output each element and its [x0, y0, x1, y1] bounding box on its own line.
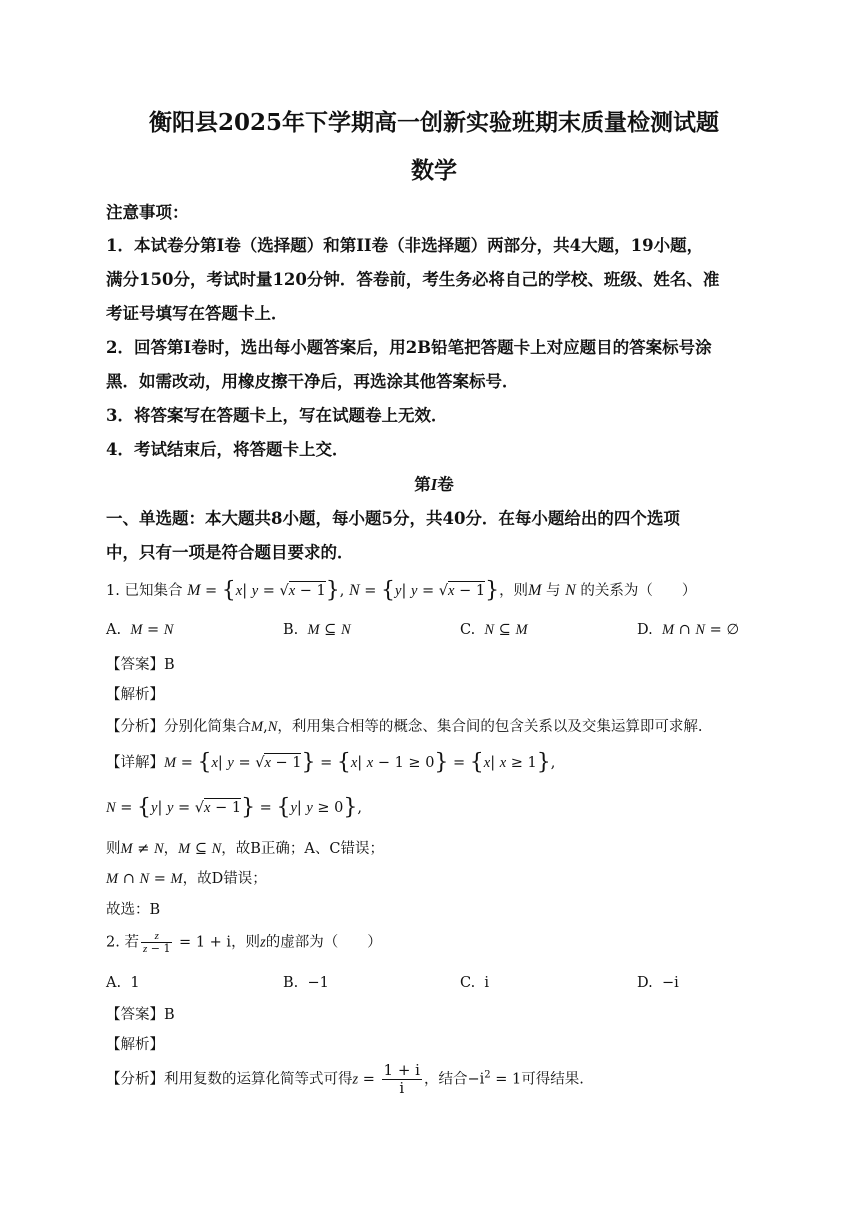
- q2-analysis-summary: 【分析】利用复数的运算化简等式可得z = $\frac{1 + i}{i}$ ，结合$-i^2 = 1$可得结果.: [106, 1061, 584, 1097]
- notes-item-2-line-1: 2．回答第I卷时，选出每小题答案后，用2B铅笔把答题卡上对应题目的答案标号涂: [106, 338, 712, 357]
- question-2-stem: 2. 若 $\frac{z}{z - 1}$ = 1 + i，则z的虚部为（ ）: [106, 930, 382, 955]
- q1-analysis-summary: 【分析】分别化简集合M,N，利用集合相等的概念、集合间的包含关系以及交集运算即可求解.: [106, 719, 703, 735]
- q2-option-b: B. −1: [283, 975, 329, 991]
- q1-answer: 【答案】B: [106, 657, 175, 673]
- notes-item-4: 4．考试结束后，将答题卡上交．: [106, 440, 349, 459]
- q1-option-c: C. N ⊆ M: [460, 622, 528, 638]
- section-instruction-line-2: 中，只有一项是符合题目要求的．: [106, 543, 354, 562]
- q1-detail-line-1: 【详解】M = {x| y = √x − 1} = {x| x − 1 ≥ 0} = {x| x ≥ 1},: [106, 750, 556, 775]
- subject-title: 数学: [411, 157, 457, 184]
- q1-detail-line-2: N = {y| y = √x − 1} = {y| y ≥ 0},: [106, 795, 363, 820]
- q2-answer: 【答案】B: [106, 1007, 175, 1023]
- q1-analysis-label: 【解析】: [106, 687, 164, 703]
- q2-analysis-label: 【解析】: [106, 1037, 164, 1053]
- q1-choice: 故选：B: [106, 902, 161, 918]
- notes-item-1-line-2: 满分150分，考试时量120分钟．答卷前，考生务必将自己的学校、班级、姓名、准: [106, 270, 720, 289]
- question-1-stem: 1. 已知集合 M = {x| y = √x − 1}, N = {y| y = √x − 1}，则M 与 N 的关系为（ ）: [106, 578, 697, 603]
- notes-item-2-line-2: 黑．如需改动，用橡皮擦干净后，再选涂其他答案标号．: [106, 372, 519, 391]
- q2-option-a: A. 1: [106, 975, 140, 991]
- part-heading: 第I卷: [414, 475, 454, 494]
- q1-detail-line-4: M ∩ N = M，故D错误；: [106, 871, 267, 887]
- q1-option-d: D. M ∩ N = ∅: [637, 622, 740, 638]
- exam-title: 衡阳县2025年下学期高一创新实验班期末质量检测试题: [148, 109, 719, 136]
- notes-item-1-line-3: 考证号填写在答题卡上．: [106, 304, 288, 323]
- section-instruction-line-1: 一、单选题：本大题共8小题，每小题5分，共40分．在每小题给出的四个选项: [106, 509, 680, 528]
- q1-option-b: B. M ⊆ N: [283, 622, 351, 638]
- notes-item-1-line-1: 1．本试卷分第I卷（选择题）和第II卷（非选择题）两部分，共4大题，19小题，: [106, 236, 704, 255]
- q1-detail-line-3: 则M ≠ N，M ⊆ N，故B正确；A、C错误；: [106, 841, 385, 857]
- q2-option-c: C. i: [460, 975, 490, 991]
- q2-option-d: D. −i: [637, 975, 679, 991]
- q1-option-a: A. M = N: [106, 622, 174, 638]
- notes-item-3: 3．将答案写在答题卡上，写在试题卷上无效．: [106, 406, 448, 425]
- notes-heading: 注意事项：: [106, 203, 189, 222]
